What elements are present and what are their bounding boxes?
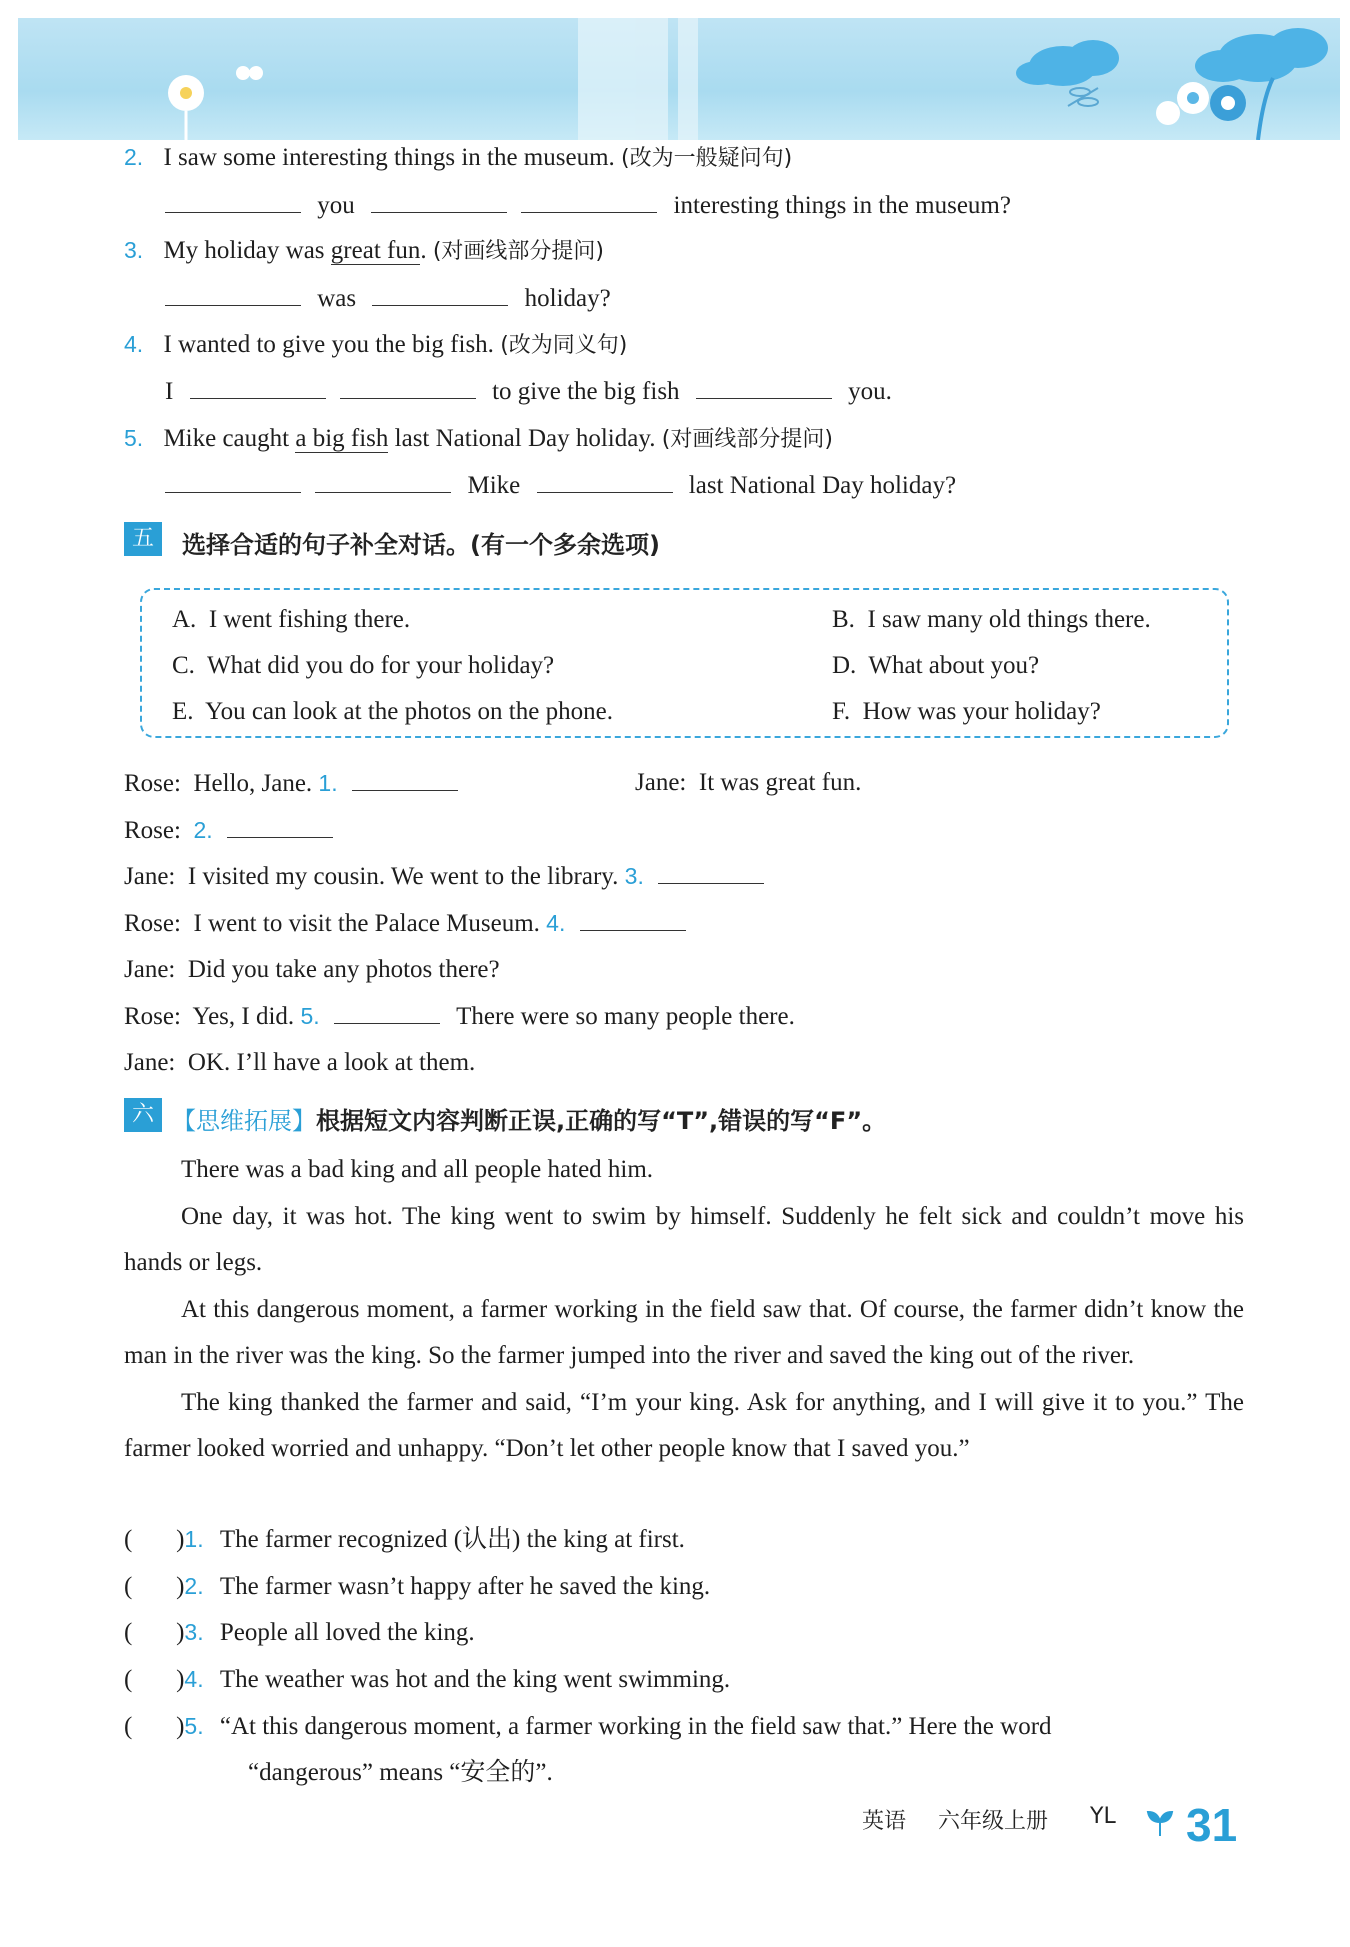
section-title-text: 根据短文内容判断正误,正确的写“T”,错误的写“F”。 — [316, 1107, 887, 1135]
question-number: 4. — [124, 331, 144, 357]
option-d: D. What about you? — [832, 652, 1040, 679]
reading-passage — [124, 1147, 1244, 1473]
answer-word: interesting things in the museum? — [673, 192, 1011, 219]
blank-number: 5. — [300, 1003, 320, 1029]
dialogue-line-1: Rose: Hello, Jane. 1. — [124, 768, 458, 799]
answer-word: holiday? — [524, 285, 611, 312]
answer-line-4 — [165, 376, 892, 407]
answer-line-5 — [165, 470, 956, 501]
section-badge: 六 — [124, 1098, 162, 1132]
tf-item-4: ( )4. The weather was hot and the king went swimming. — [124, 1666, 731, 1693]
page-number: 31 — [1186, 1799, 1238, 1851]
answer-word: to give the big fish — [492, 378, 680, 405]
question-number: 5. — [124, 425, 144, 451]
answer-bracket[interactable]: ( ) — [124, 1573, 185, 1600]
question-instruction: (改为同义句) — [500, 333, 628, 358]
dialogue-blank[interactable] — [227, 815, 333, 838]
section-title — [172, 1101, 886, 1136]
header-banner — [18, 18, 1340, 140]
tf-item-5: ( )5. “At this dangerous moment, a farmer working in the field saw that.” Here the word — [124, 1713, 1052, 1740]
answer-line-3 — [165, 283, 611, 314]
answer-bracket[interactable]: ( ) — [124, 1526, 185, 1553]
answer-blank[interactable] — [315, 470, 451, 493]
answer-bracket[interactable]: ( ) — [124, 1713, 185, 1740]
question-text-end: last National Day holiday. — [394, 425, 656, 452]
blank-number: 4. — [546, 910, 566, 936]
passage-paragraph: The king thanked the farmer and said, “I’m your king. Ask for anything, and I will give it to you.” The farmer looked worried and unhappy. “Don’t let other people know that I saved you.” — [124, 1388, 1244, 1462]
tf-item-5-continued: “dangerous” means “安全的”. — [248, 1759, 553, 1786]
dialogue-blank[interactable] — [580, 908, 686, 931]
section-tag: 【思维拓展】 — [172, 1107, 316, 1135]
answer-bracket[interactable]: ( ) — [124, 1619, 185, 1646]
question-text: I saw some interesting things in the museum. — [163, 144, 615, 171]
question-instruction: (对画线部分提问) — [432, 239, 605, 264]
leaf-icon — [1146, 1810, 1174, 1836]
answer-blank[interactable] — [340, 376, 476, 399]
answer-blank[interactable] — [537, 470, 673, 493]
section-badge: 五 — [124, 522, 162, 556]
options-box — [140, 588, 1229, 738]
dialogue-blank[interactable] — [658, 861, 764, 884]
dialogue-blank[interactable] — [334, 1001, 440, 1024]
answer-blank[interactable] — [165, 470, 301, 493]
blank-number: 2. — [193, 817, 213, 843]
dialogue-line-1b: Jane: It was great fun. — [635, 769, 862, 796]
answer-blank[interactable] — [190, 376, 326, 399]
question-text: My holiday was — [163, 237, 325, 264]
answer-blank[interactable] — [521, 190, 657, 213]
question-number: 2. — [124, 144, 144, 170]
question-text: Mike caught — [163, 425, 290, 452]
option-e: E. You can look at the photos on the phone. — [172, 698, 613, 725]
dialogue-line-3: Jane: I visited my cousin. We went to the library. 3. — [124, 861, 764, 892]
question-text: I wanted to give you the big fish. — [163, 331, 494, 358]
answer-line-2 — [165, 190, 1011, 221]
dialogue-line-5: Jane: Did you take any photos there? — [124, 956, 500, 983]
footer-edition: YL — [1090, 1804, 1116, 1829]
answer-word: Mike — [467, 472, 521, 499]
dialogue-line-4: Rose: I went to visit the Palace Museum. 4. — [124, 908, 686, 939]
dialogue-line-7: Jane: OK. I’ll have a look at them. — [124, 1049, 476, 1076]
dialogue-line-6: Rose: Yes, I did. 5. There were so many people there. — [124, 1003, 795, 1030]
question-2 — [124, 142, 792, 174]
option-b: B. I saw many old things there. — [832, 606, 1151, 633]
question-instruction: (对画线部分提问) — [661, 427, 833, 452]
answer-blank[interactable] — [371, 190, 507, 213]
passage-paragraph: One day, it was hot. The king went to swim by himself. Suddenly he felt sick and couldn’t move his hands or legs. — [124, 1202, 1244, 1276]
passage-paragraph: There was a bad king and all people hated him. — [181, 1156, 654, 1183]
passage-paragraph: At this dangerous moment, a farmer working in the field saw that. Of course, the farmer didn’t know the man in the river was the king. So the farmer jumped into the river and saved the king out of the river. — [124, 1295, 1244, 1369]
footer-subject: 英语 — [862, 1809, 907, 1834]
option-f: F. How was your holiday? — [832, 698, 1101, 725]
question-instruction: (改为一般疑问句) — [621, 146, 793, 171]
blank-number: 3. — [624, 863, 644, 889]
banner-decoration — [18, 18, 1340, 140]
underlined-phrase: great fun — [330, 237, 421, 264]
tf-item-3: ( )3. People all loved the king. — [124, 1619, 475, 1646]
section-title: 选择合适的句子补全对话。(有一个多余选项) — [182, 531, 660, 559]
answer-word: last National Day holiday? — [688, 472, 957, 499]
question-number: 3. — [124, 237, 144, 263]
answer-word: you — [317, 192, 355, 219]
answer-word: I — [165, 378, 174, 405]
underlined-phrase: a big fish — [295, 425, 389, 452]
blank-number: 1. — [318, 770, 338, 796]
answer-bracket[interactable]: ( ) — [124, 1666, 185, 1693]
answer-blank[interactable] — [696, 376, 832, 399]
question-5 — [124, 423, 833, 455]
answer-blank[interactable] — [165, 190, 301, 213]
dialogue-line-2: Rose: 2. — [124, 815, 333, 846]
question-3 — [124, 235, 604, 267]
answer-word: you. — [848, 378, 892, 405]
option-a: A. I went fishing there. — [172, 606, 411, 633]
footer-grade: 六年级上册 — [938, 1809, 1049, 1834]
answer-blank[interactable] — [372, 283, 508, 306]
question-text-end: . — [420, 237, 427, 264]
answer-word: was — [317, 285, 357, 312]
option-c: C. What did you do for your holiday? — [172, 652, 555, 679]
tf-item-1: ( )1. The farmer recognized (认出) the king at first. — [124, 1526, 685, 1553]
answer-blank[interactable] — [165, 283, 301, 306]
dialogue-blank[interactable] — [352, 768, 458, 791]
tf-item-2: ( )2. The farmer wasn’t happy after he saved the king. — [124, 1573, 711, 1600]
question-4 — [124, 329, 627, 361]
